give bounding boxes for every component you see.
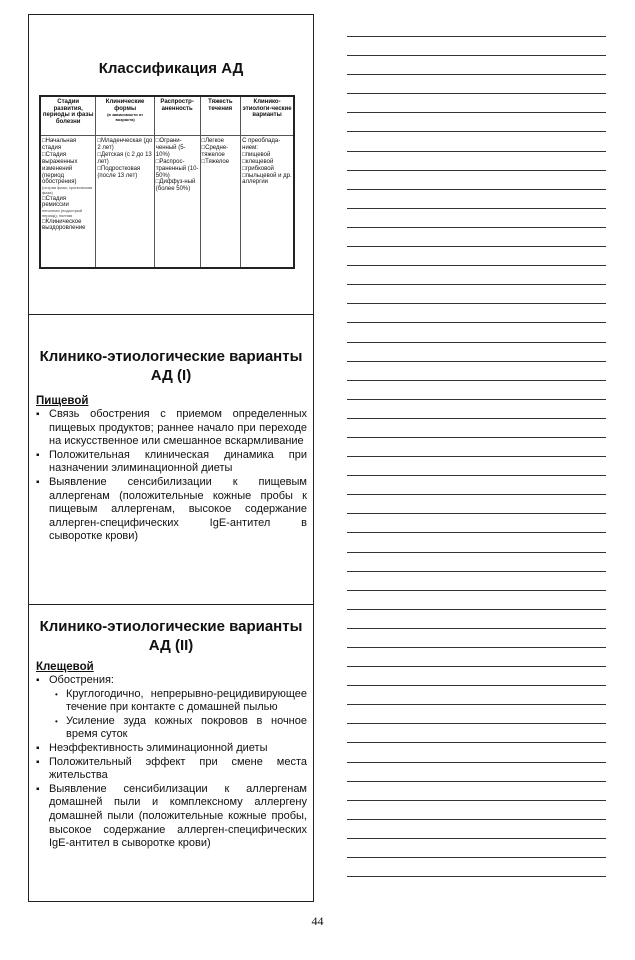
note-line [347,857,606,858]
slide-title: Клинико-этиологические варианты АД (I) [39,348,303,384]
note-line [347,742,606,743]
list-item: ▪ Обострения: • Круглогодично, непрерывно-рецидивирующее течение при контакте с домашней пылью • Усиление зуда кожных покровов в ночное время суток [36,674,307,742]
table-header-cell: Распростр-аненность [154,96,200,136]
note-line [347,322,606,323]
note-line [347,494,606,495]
note-line [347,399,606,400]
note-line [347,647,606,648]
note-line [347,685,606,686]
note-line [347,819,606,820]
note-line [347,74,606,75]
note-line [347,552,606,553]
table-cell-stages: □Начальная стадия □Стадия выраженных изменений (период обострения) (острая фаза; хроническая фаза) □Стадия ремиссии неполная (подострый период); полная □Клиническое выздоровление [40,136,96,269]
list-item: ▪ Связь обострения с приемом определенных пищевых продуктов; раннее начало при переходе на искусственное или смешанное вскармливание [36,408,307,449]
table-cell-variants: С преоблада-нием: □пищевой □клещевой □грибковой □пыльцевой и др. аллергии [241,136,294,269]
sub-bullet-list [49,688,307,742]
table-header-cell: Клинические формы (в зависимости от возраста) [96,96,154,136]
bullet-list [36,674,307,851]
note-line [347,571,606,572]
note-line [347,800,606,801]
table-cell-severity: □Легкое □Средне-тяжелое □Тяжелое [200,136,241,269]
slide-title: Клинико-этиологические варианты АД (II) [39,618,303,654]
note-line [347,628,606,629]
note-line [347,704,606,705]
list-item: • Усиление зуда кожных покровов в ночное время суток [49,715,307,742]
list-item: • Круглогодично, непрерывно-рецидивирующее течение при контакте с домашней пылью [49,688,307,715]
note-line [347,93,606,94]
note-line [347,418,606,419]
table-cell-prevalence: □Ограни-ченный (5-10%) □Распрос-траненный (10-50%) □Диффуз-ный (более 50%) [154,136,200,269]
note-line [347,532,606,533]
table-header-row [40,96,294,136]
note-line [347,475,606,476]
slide-title: Классификация АД [98,60,244,77]
note-line [347,131,606,132]
note-line [347,361,606,362]
table-row [40,136,294,269]
note-line [347,762,606,763]
list-item: ▪ Выявление сенсибилизации к аллергенам домашней пыли и комплексному аллергену домашней пыли (положительные кожные пробы, высокое содержание аллерген-специфических IgE-антител в сыворотке крови) [36,783,307,851]
classification-table [39,95,295,269]
list-item: ▪ Неэффективность элиминационной диеты [36,742,307,756]
table-cell-forms: □Младенческая (до 2 лет) □Детская (с 2 до 13 лет) □Подростковая (после 13 лет) [96,136,154,269]
table-header-cell: Тяжесть течения [200,96,241,136]
note-line [347,303,606,304]
slide-mite-variant [29,605,313,901]
note-line [347,227,606,228]
note-line [347,590,606,591]
note-line [347,170,606,171]
note-line [347,723,606,724]
note-line [347,246,606,247]
slide-classification [29,15,313,315]
slide-food-variant [29,315,313,605]
list-item: ▪ Положительная клиническая динамика при назначении элиминационной диеты [36,449,307,476]
note-line [347,456,606,457]
note-line [347,208,606,209]
note-line [347,189,606,190]
note-line [347,513,606,514]
note-line [347,876,606,877]
note-lines [347,36,606,895]
slide-subheading: Пищевой [36,395,89,407]
note-line [347,265,606,266]
note-line [347,151,606,152]
note-line [347,666,606,667]
bullet-list [36,408,307,544]
note-line [347,36,606,37]
note-line [347,838,606,839]
slide-subheading: Клещевой [36,661,94,673]
table-header-cell: Клинико-этиологи-ческие варианты [241,96,294,136]
table-header-cell: Стадии развития, периоды и фазы болезни [40,96,96,136]
note-line [347,781,606,782]
note-line [347,112,606,113]
page-number: 44 [311,914,324,928]
note-line [347,437,606,438]
list-item: ▪ Положительный эффект при смене места жительства [36,756,307,783]
note-line [347,284,606,285]
note-line [347,342,606,343]
note-line [347,609,606,610]
slides-panel [28,14,314,902]
note-line [347,55,606,56]
note-line [347,380,606,381]
list-item: ▪ Выявление сенсибилизации к пищевым аллергенам (положительные кожные пробы к пищевым аллергенам, высокое содержание аллерген-специфических IgE-антител в сыворотке крови) [36,476,307,544]
